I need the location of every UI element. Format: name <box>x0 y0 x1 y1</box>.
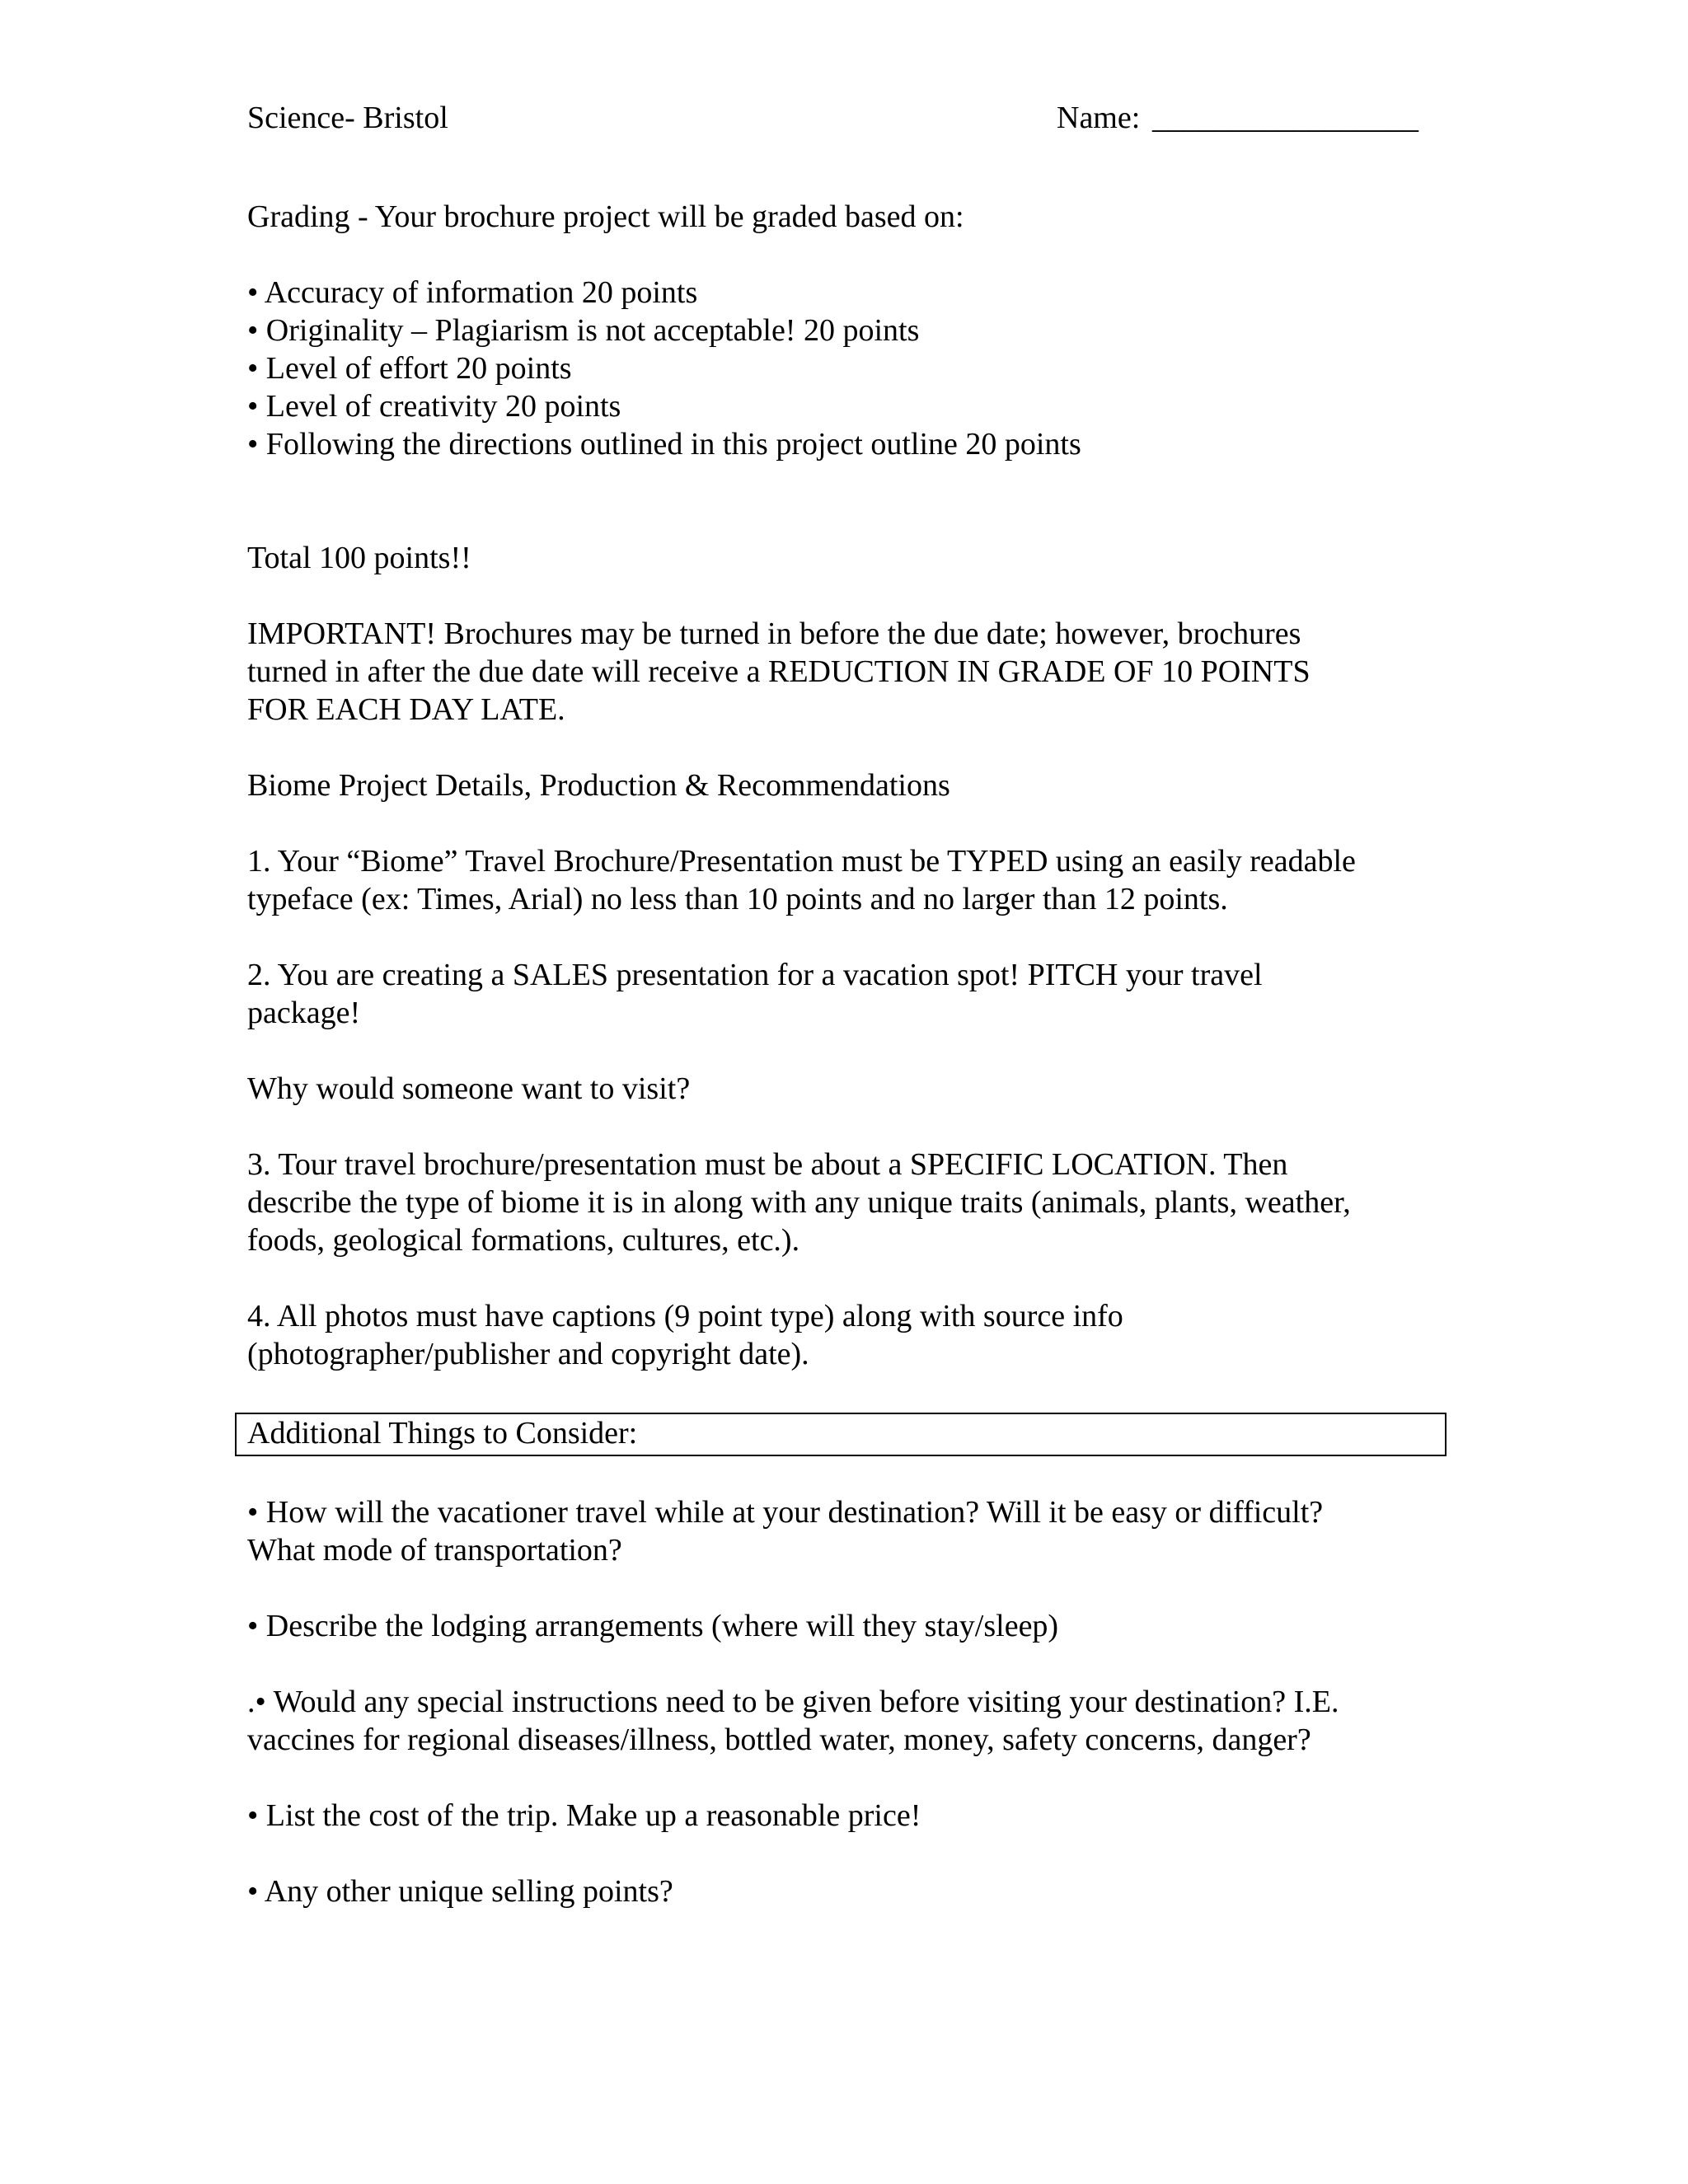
consider-bullet-3-line: vaccines for regional diseases/illness, bottled water, money, safety concerns, danger? <box>247 1722 1311 1757</box>
item-3-line: describe the type of biome it is in along with any unique traits (animals, plants, weather, <box>247 1185 1351 1220</box>
item-2-line: 2. You are creating a SALES presentation for a vacation spot! PITCH your travel <box>247 958 1263 992</box>
grading-criterion: • Following the directions outlined in this project outline 20 points <box>247 427 1081 462</box>
important-notice-line: FOR EACH DAY LATE. <box>247 692 565 727</box>
grading-intro: Grading - Your brochure project will be graded based on: <box>247 199 964 234</box>
item-4-line: 4. All photos must have captions (9 point type) along with source info <box>247 1299 1123 1333</box>
grading-criterion: • Accuracy of information 20 points <box>247 275 698 310</box>
consider-bullet-1-line: • How will the vacationer travel while at your destination? Will it be easy or difficult? <box>247 1495 1324 1530</box>
grading-criterion: • Originality – Plagiarism is not acceptable! 20 points <box>247 313 920 348</box>
consider-heading: Additional Things to Consider: <box>247 1416 638 1451</box>
course-title: Science- Bristol <box>247 101 448 135</box>
item-2-line: package! <box>247 996 361 1030</box>
consider-bullet-5: • Any other unique selling points? <box>247 1874 673 1909</box>
consider-bullet-3-line: .• Would any special instructions need to be given before visiting your destination? I.E. <box>247 1685 1339 1719</box>
important-notice-line: turned in after the due date will receive a REDUCTION IN GRADE OF 10 POINTS <box>247 654 1311 689</box>
visit-question: Why would someone want to visit? <box>247 1071 691 1106</box>
details-heading: Biome Project Details, Production & Recommendations <box>247 768 950 803</box>
important-notice-line: IMPORTANT! Brochures may be turned in before the due date; however, brochures <box>247 616 1301 651</box>
item-4-line: (photographer/publisher and copyright date). <box>247 1337 809 1371</box>
grading-criterion: • Level of creativity 20 points <box>247 389 621 424</box>
item-1-line: 1. Your “Biome” Travel Brochure/Presentation must be TYPED using an easily readable <box>247 844 1356 879</box>
item-3-line: 3. Tour travel brochure/presentation must be about a SPECIFIC LOCATION. Then <box>247 1147 1288 1182</box>
consider-bullet-4: • List the cost of the trip. Make up a reasonable price! <box>247 1798 921 1833</box>
grading-criterion: • Level of effort 20 points <box>247 351 572 386</box>
consider-bullet-1-line: What mode of transportation? <box>247 1533 622 1568</box>
item-1-line: typeface (ex: Times, Arial) no less than 10 points and no larger than 12 points. <box>247 882 1228 916</box>
consider-bullet-2: • Describe the lodging arrangements (where will they stay/sleep) <box>247 1609 1059 1643</box>
name-blank: _________________ <box>1152 101 1418 135</box>
name-label: Name: <box>1057 101 1141 135</box>
total-points: Total 100 points!! <box>247 541 471 575</box>
item-3-line: foods, geological formations, cultures, etc.). <box>247 1223 800 1258</box>
